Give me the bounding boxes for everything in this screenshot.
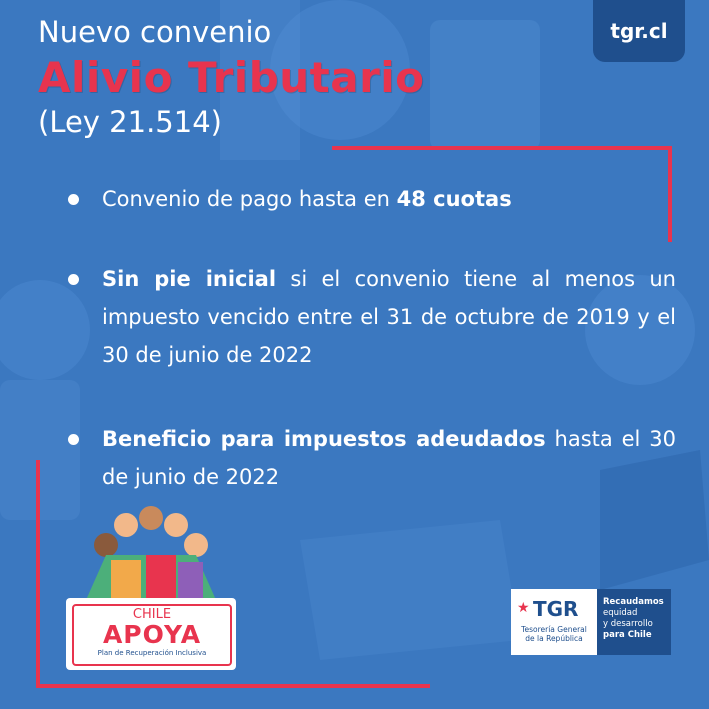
- people-illustration: [66, 500, 236, 600]
- list-item: Beneficio para impuestos adeudados hasta el 30 de junio de 2022: [66, 420, 676, 496]
- list-item: Convenio de pago hasta en 48 cuotas: [66, 180, 676, 218]
- apoya-chile-label: CHILE: [132, 607, 172, 622]
- apoya-label: APOYA: [102, 620, 202, 649]
- frame-line-left: [36, 460, 40, 688]
- frame-line-bottom: [36, 684, 430, 688]
- frame-line-top: [332, 146, 672, 150]
- tgr-tagline: Recaudamos equidad y desarrollo para Chile: [597, 589, 671, 655]
- list-item: Sin pie inicial si el convenio tiene al menos un impuesto vencido entre el 31 de octubre de 2019 y el 30 de junio de 2022: [66, 260, 676, 374]
- tgr-subtitle: Tesorería General de la República: [521, 625, 587, 643]
- apoya-card: [66, 598, 236, 670]
- chile-apoya-logo: [66, 500, 236, 672]
- tgr-star-icon: ★: [517, 600, 530, 616]
- site-url: tgr.cl: [610, 19, 668, 43]
- tgr-logo: [511, 589, 671, 655]
- tgr-mark: TGR: [533, 597, 579, 621]
- site-badge: [593, 0, 685, 62]
- main-title: Alivio Tributario: [38, 53, 425, 102]
- apoya-plan-label: Plan de Recuperación Inclusiva: [97, 649, 207, 657]
- subtitle-nuevo-convenio: Nuevo convenio: [38, 15, 272, 49]
- law-reference: (Ley 21.514): [38, 105, 222, 139]
